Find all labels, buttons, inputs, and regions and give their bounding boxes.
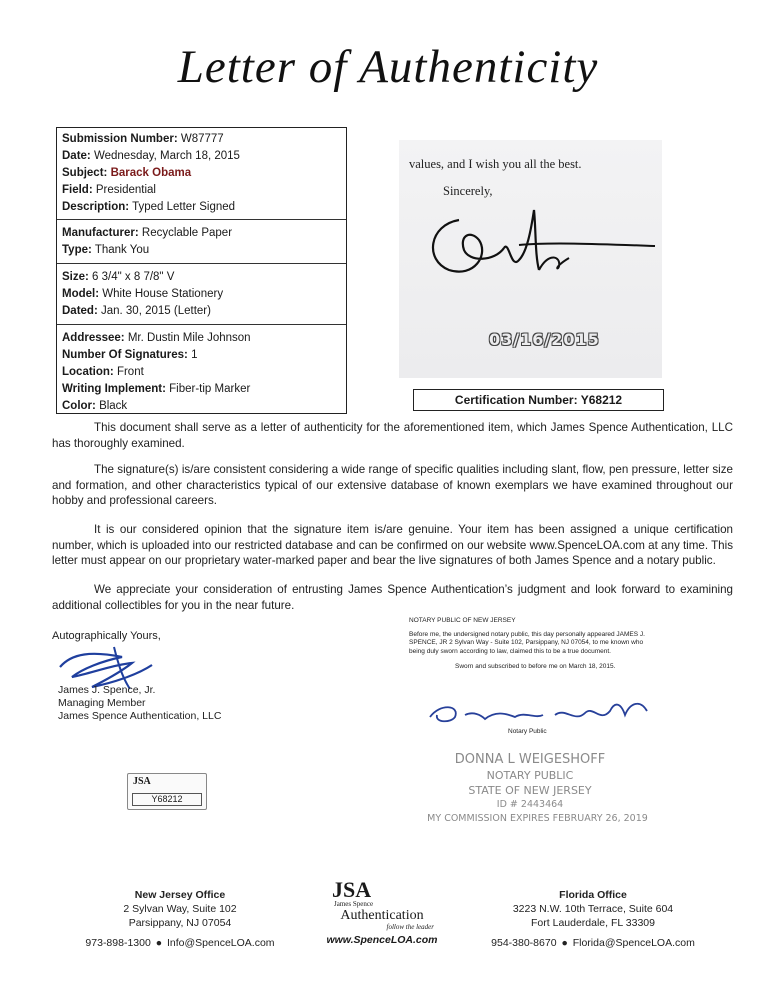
notary-signature-image (425, 693, 655, 729)
fl-office-email-link[interactable]: Florida@SpenceLOA.com (572, 937, 695, 949)
closing-salutation: Autographically Yours, (52, 630, 161, 642)
nj-office-email-link[interactable]: Info@SpenceLOA.com (167, 937, 275, 949)
notary-seal-line: STATE OF NEW JERSEY (468, 784, 592, 797)
notary-heading: NOTARY PUBLIC OF NEW JERSEY (409, 617, 516, 624)
fl-office-phone: 954-380-8670 (491, 937, 557, 949)
jsa-hologram-sticker (127, 773, 207, 810)
certification-number-box (413, 389, 664, 411)
detail-color: Color: Black (62, 400, 128, 412)
notary-seal-expiry: MY COMMISSION EXPIRES FEBRUARY 26, 2019 (427, 813, 648, 824)
signer-company: James Spence Authentication, LLC (58, 710, 222, 722)
logo-wordmark: Authentication (340, 908, 424, 923)
nj-office-city: Parsippany, NJ 07054 (128, 917, 232, 929)
detail-submission-number: Submission Number: W87777 (62, 133, 224, 145)
fl-office-city: Fort Lauderdale, FL 33309 (531, 917, 655, 929)
sticker-number: Y68212 (132, 793, 202, 806)
notary-seal-line: NOTARY PUBLIC (486, 769, 574, 782)
detail-date: Date: Wednesday, March 18, 2015 (62, 150, 240, 162)
notary-sworn-line: Sworn and subscribed to before me on March 18, 2015. (455, 663, 616, 671)
detail-subject: Subject: Barack Obama (62, 167, 192, 179)
nj-office-contact: 973-898-1300 ● Info@SpenceLOA.com (85, 937, 275, 949)
notary-signature-label: Notary Public (508, 728, 547, 735)
detail-description: Description: Typed Letter Signed (62, 201, 236, 213)
detail-manufacturer: Manufacturer: Recyclable Paper (62, 227, 233, 239)
signer-name: James J. Spence, Jr. (58, 684, 156, 696)
fl-office (468, 888, 718, 950)
logo-brand: JSA (332, 877, 372, 902)
nj-office (70, 888, 290, 950)
logo-url-link[interactable]: www.SpenceLOA.com (326, 934, 438, 946)
fl-office-heading: Florida Office (559, 889, 627, 901)
details-divider (57, 324, 346, 325)
certification-number: Y68212 (580, 393, 623, 407)
detail-addressee: Addressee: Mr. Dustin Mile Johnson (62, 332, 251, 344)
notary-body: Before me, the undersigned notary public, this day personally appeared JAMES J. SPENCE, JR 2 Sylvan Way - Suite 102, Parsippany, NJ 07054, to me known who being duly sworn according to law, claimed this to be a true document. (409, 630, 645, 655)
detail-model: Model: White House Stationery (62, 288, 224, 300)
details-divider (57, 263, 346, 264)
photo-closing-text: Sincerely, (443, 184, 493, 198)
body-paragraph: The signature(s) is/are consistent considering a wide range of specific qualities including slant, flow, pen pressure, letter size and formation, and other characteristics typical of our extensive database of known exemplars we have examined throughout our hobby and professional careers. (52, 463, 733, 507)
fl-office-address: 3223 N.W. 10th Terrace, Suite 604 (512, 903, 674, 915)
signer-title: Managing Member (58, 697, 146, 709)
photo-letter-text: values, and I wish you all the best. (409, 157, 582, 171)
notary-seal-id: ID # 2443464 (496, 799, 564, 810)
sticker-brand: JSA (133, 776, 151, 787)
detail-size: Size: 6 3/4" x 8 7/8" V (62, 271, 175, 283)
logo-name: James Spence (334, 900, 374, 908)
detail-dated: Dated: Jan. 30, 2015 (Letter) (62, 305, 211, 317)
body-paragraph: We appreciate your consideration of entrusting James Spence Authentication’s judgment and look forward to examining additional collectibles for you in the near future. (52, 583, 733, 612)
body-paragraph: It is our considered opinion that the signature item is/are genuine. Your item has been assigned a unique certification number, which is uploaded into our restricted database and can be confirmed on our website www.SpenceLOA.com at any time. This letter must appear on our proprietary water-marked paper and bear the live signatures of both James Spence and a notary public. (52, 523, 733, 567)
photo-date-stamp: 03/16/2015 (489, 330, 600, 349)
nj-office-heading: New Jersey Office (134, 889, 226, 901)
certification-label: Certification Number: (454, 393, 578, 407)
nj-office-phone: 973-898-1300 (85, 937, 151, 949)
item-photo (399, 140, 662, 378)
detail-type: Type: Thank You (62, 244, 150, 256)
obama-signature-image (419, 200, 659, 290)
fl-office-contact: 954-380-8670 ● Florida@SpenceLOA.com (491, 937, 695, 949)
detail-location: Location: Front (62, 366, 144, 378)
item-details-box (56, 127, 347, 414)
details-divider (57, 219, 346, 220)
body-paragraph: This document shall serve as a letter of authenticity for the aforementioned item, which James Spence Authentication, LLC has thoroughly examined. (52, 421, 733, 450)
nj-office-address: 2 Sylvan Way, Suite 102 (123, 903, 237, 915)
document-title: Letter of Authenticity (177, 41, 599, 93)
notary-seal-name: DONNA L WEIGESHOFF (454, 752, 606, 767)
logo-tagline: follow the leader (386, 923, 434, 931)
detail-field: Field: Presidential (62, 184, 156, 196)
detail-writing-implement: Writing Implement: Fiber-tip Marker (62, 383, 251, 395)
jsa-footer-logo (312, 877, 452, 946)
notary-statement (409, 617, 649, 672)
detail-number-of-signatures: Number Of Signatures: 1 (62, 349, 198, 361)
